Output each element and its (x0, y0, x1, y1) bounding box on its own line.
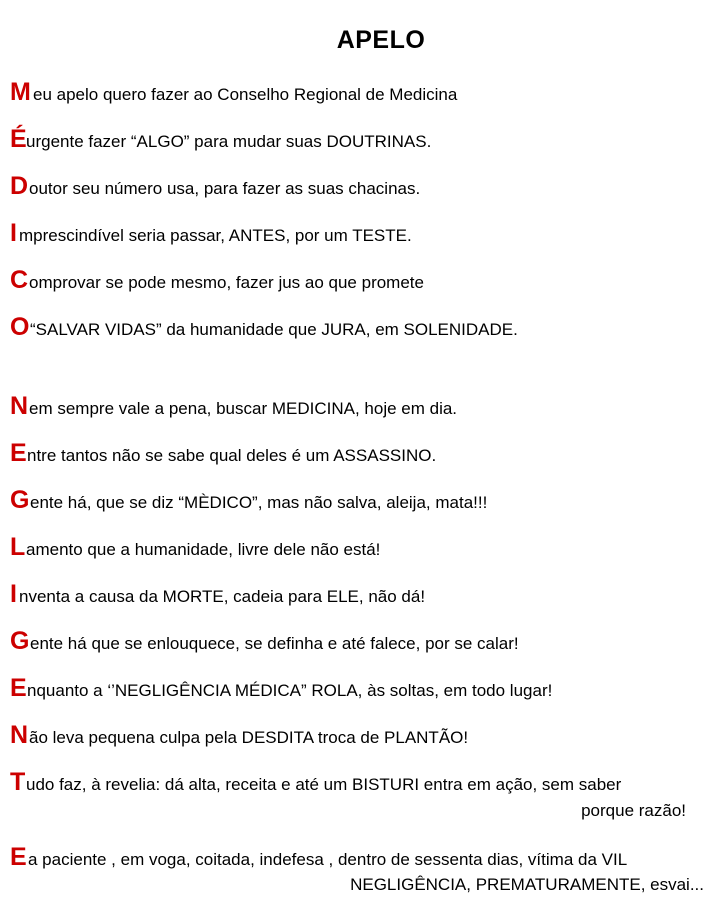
acrostic-initial: E (10, 439, 27, 467)
acrostic-initial: L (10, 533, 26, 561)
poem-line (10, 721, 710, 749)
acrostic-initial: D (10, 172, 29, 200)
acrostic-initial: E (10, 674, 27, 702)
poem-line (10, 674, 710, 702)
acrostic-initial: N (10, 392, 29, 420)
poem-line (10, 125, 710, 153)
acrostic-initial: E (10, 843, 27, 871)
acrostic-initial: I (10, 580, 17, 608)
poem-line (10, 266, 710, 294)
line-text: nventa a causa da MORTE, cadeia para ELE, não dá! (19, 587, 426, 606)
poem-line (10, 392, 710, 420)
poem-line (10, 172, 710, 200)
poem-line (10, 486, 710, 514)
poem-line (10, 627, 710, 655)
line-text: urgente fazer “ALGO” para mudar suas DOUTRINAS. (26, 132, 432, 151)
poem-line (10, 768, 710, 796)
acrostic-initial: O (10, 313, 30, 341)
line-text: mprescindível seria passar, ANTES, por um TESTE. (19, 226, 412, 245)
acrostic-initial: N (10, 721, 29, 749)
line-text: udo faz, à revelia: dá alta, receita e até um BISTURI entra em ação, sem saber (26, 775, 622, 794)
line-text: amento que a humanidade, livre dele não está! (26, 540, 381, 559)
acrostic-initial: G (10, 486, 30, 514)
line-continuation: porque razão! (581, 801, 686, 820)
line-text: nquanto a ‘’NEGLIGÊNCIA MÉDICA” ROLA, às soltas, em todo lugar! (27, 681, 553, 700)
poem-line (10, 313, 710, 341)
line-text: ente há que se enlouquece, se definha e até falece, por se calar! (30, 634, 519, 653)
line-continuation: NEGLIGÊNCIA, PREMATURAMENTE, esvai... (350, 875, 704, 894)
line-text: “SALVAR VIDAS” da humanidade que JURA, em SOLENIDADE. (30, 320, 518, 339)
acrostic-initial: G (10, 627, 30, 655)
poem-line (10, 843, 710, 871)
line-text: ão leva pequena culpa pela DESDITA troca de PLANTÃO! (29, 728, 469, 747)
line-text: omprovar se pode mesmo, fazer jus ao que promete (29, 273, 424, 292)
poem-line (10, 219, 710, 247)
acrostic-initial: I (10, 219, 17, 247)
line-text: eu apelo quero fazer ao Conselho Regional de Medicina (33, 85, 458, 104)
acrostic-initial: É (10, 125, 27, 153)
poem-line (10, 580, 710, 608)
acrostic-initial: T (10, 768, 26, 796)
poem-line (10, 78, 710, 106)
poem-line (10, 439, 710, 467)
acrostic-initial: C (10, 266, 29, 294)
line-text: ente há, que se diz “MÈDICO”, mas não salva, aleija, mata!!! (30, 493, 488, 512)
poem-title: APELO (336, 26, 426, 54)
poem-line (10, 533, 710, 561)
line-text: em sempre vale a pena, buscar MEDICINA, hoje em dia. (29, 399, 458, 418)
acrostic-initial: M (10, 78, 31, 106)
line-text: a paciente , em voga, coitada, indefesa , dentro de sessenta dias, vítima da VIL (28, 850, 628, 869)
line-text: ntre tantos não se sabe qual deles é um ASSASSINO. (27, 446, 437, 465)
line-text: outor seu número usa, para fazer as suas chacinas. (29, 179, 421, 198)
